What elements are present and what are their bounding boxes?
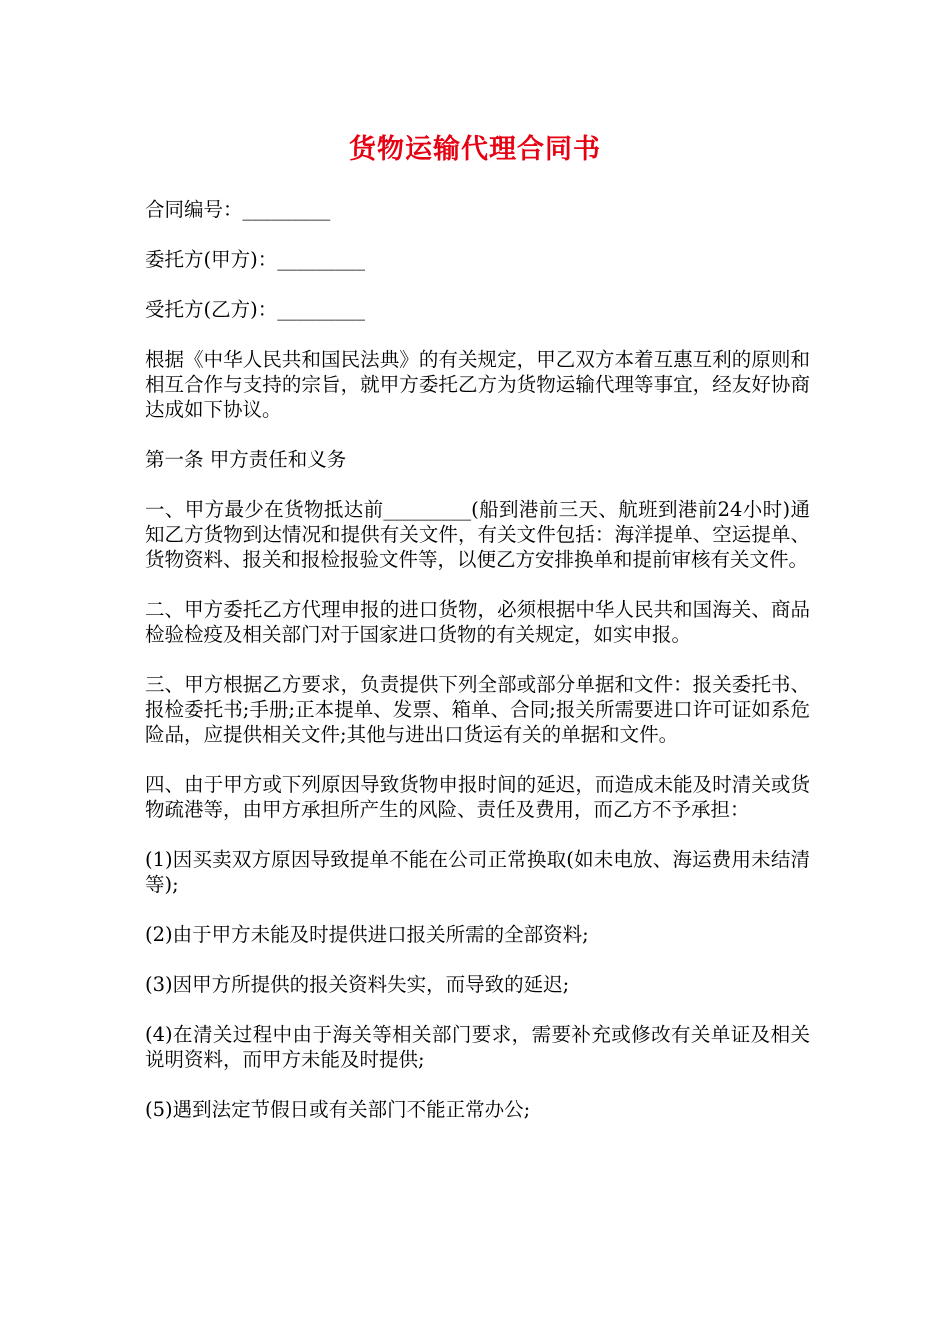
field-label: 受托方(乙方)： — [145, 298, 278, 321]
list-item: (1)因买卖双方原因导致提单不能在公司正常换取(如未电放、海运费用未结清等); — [145, 848, 810, 896]
field-label: 合同编号： — [145, 198, 243, 221]
document-body — [145, 197, 810, 1147]
list-item: (5)遇到法定节假日或有关部门不能正常办公; — [145, 1098, 531, 1121]
party-b-field — [145, 297, 810, 322]
clause-paragraph: 一、甲方最少在货物抵达前_________(船到港前三天、航班到港前24小时)通知乙方货物到达情况和提供有关文件，有关文件包括：海洋提单、空运提单、货物资料、报关和报检报验文件等，以便乙方安排换单和提前审核有关文件。 — [145, 498, 810, 571]
list-item: (2)由于甲方未能及时提供进口报关所需的全部资料; — [145, 923, 589, 946]
article-heading: 第一条 甲方责任和义务 — [145, 448, 347, 471]
intro-paragraph: 根据《中华人民共和国民法典》的有关规定，甲乙双方本着互惠互利的原则和相互合作与支持的宗旨，就甲方委托乙方为货物运输代理等事宜，经友好协商达成如下协议。 — [145, 348, 810, 421]
clause-paragraph: 三、甲方根据乙方要求，负责提供下列全部或部分单据和文件：报关委托书、报检委托书;手册;正本提单、发票、箱单、合同;报关所需要进口许可证如系危险品，应提供相关文件;其他与进出口货运有关的单据和文件。 — [145, 673, 810, 746]
contract-number-field — [145, 197, 810, 222]
document-title: 货物运输代理合同书 — [349, 134, 601, 165]
list-item: (3)因甲方所提供的报关资料失实，而导致的延迟; — [145, 973, 570, 996]
list-item: (4)在清关过程中由于海关等相关部门要求，需要补充或修改有关单证及相关说明资料，而甲方未能及时提供; — [145, 1023, 810, 1071]
party-a-field — [145, 247, 810, 272]
field-label: 委托方(甲方)： — [145, 248, 278, 271]
field-value: _________ — [277, 298, 365, 321]
field-value: _________ — [242, 198, 331, 221]
field-value: _________ — [277, 248, 365, 271]
clause-paragraph: 四、由于甲方或下列原因导致货物申报时间的延迟，而造成未能及时清关或货物疏港等，由甲方承担所产生的风险、责任及费用，而乙方不予承担： — [145, 773, 810, 821]
clause-paragraph: 二、甲方委托乙方代理申报的进口货物，必须根据中华人民共和国海关、商品检验检疫及相关部门对于国家进口货物的有关规定，如实申报。 — [145, 598, 810, 646]
